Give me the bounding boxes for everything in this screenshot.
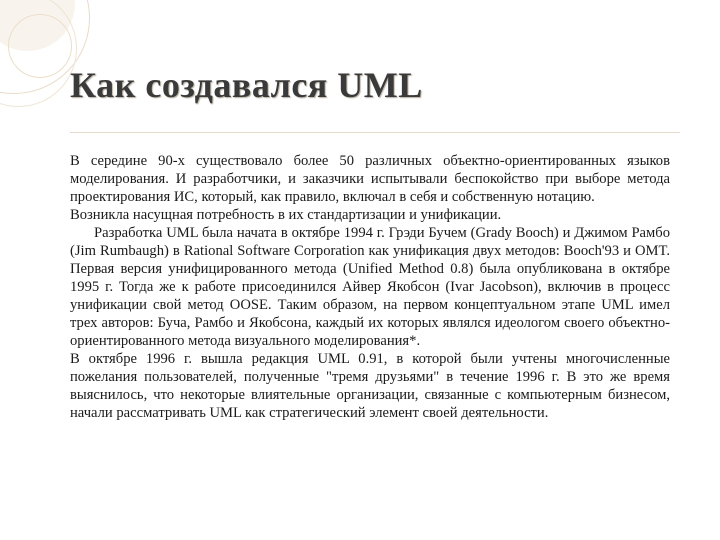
body-paragraph: В октябре 1996 г. вышла редакция UML 0.91, в которой были учтены многочисленные пожелания пользователей, полученные "тремя друзьями" в течение 1996 г. В это же время выяснилось, что некоторые влиятельные организации, связанные с компьютерным бизнесом, начали рассматривать UML как стратегический элемент своей деятельности. [70, 351, 670, 421]
body-paragraph: В середине 90-х существовало более 50 различных объектно-ориентированных языков моделирования. И разработчики, и заказчики испытывали беспокойство при выборе метода проектирования ИС, который, как правило, включал в себя и собственную нотацию. [70, 153, 670, 205]
title-divider [70, 132, 680, 133]
decorative-circle [0, 0, 75, 51]
decorative-circle [0, 0, 77, 107]
body-paragraph: Разработка UML была начата в октябре 1994 г. Грэди Бучем (Grady Booch) и Джимом Рамбо (Jim Rumbaugh) в Rational Software Corporation как унификация двух методов: Booch'93 и OMT. Первая версия унифицированного метода (Unified Method 0.8) была опубликована в октябре 1995 г. Тогда же к работе присоединился Айвер Якобсон (Ivar Jacobson), включив в процесс унификации свой метод OOSE. Таким образом, на первом концептуальном этапе UML имел трех авторов: Буча, Рамбо и Якобсона, каждый их которых являлся идеологом своего объектно-ориентированного метода визуального моделирования*. [70, 225, 670, 349]
body-paragraph: Возникла насущная потребность в их стандартизации и унификации. [70, 207, 502, 223]
slide-title: Как создавался UML [70, 65, 423, 105]
slide-body [70, 152, 670, 422]
decorative-circle [8, 14, 72, 78]
